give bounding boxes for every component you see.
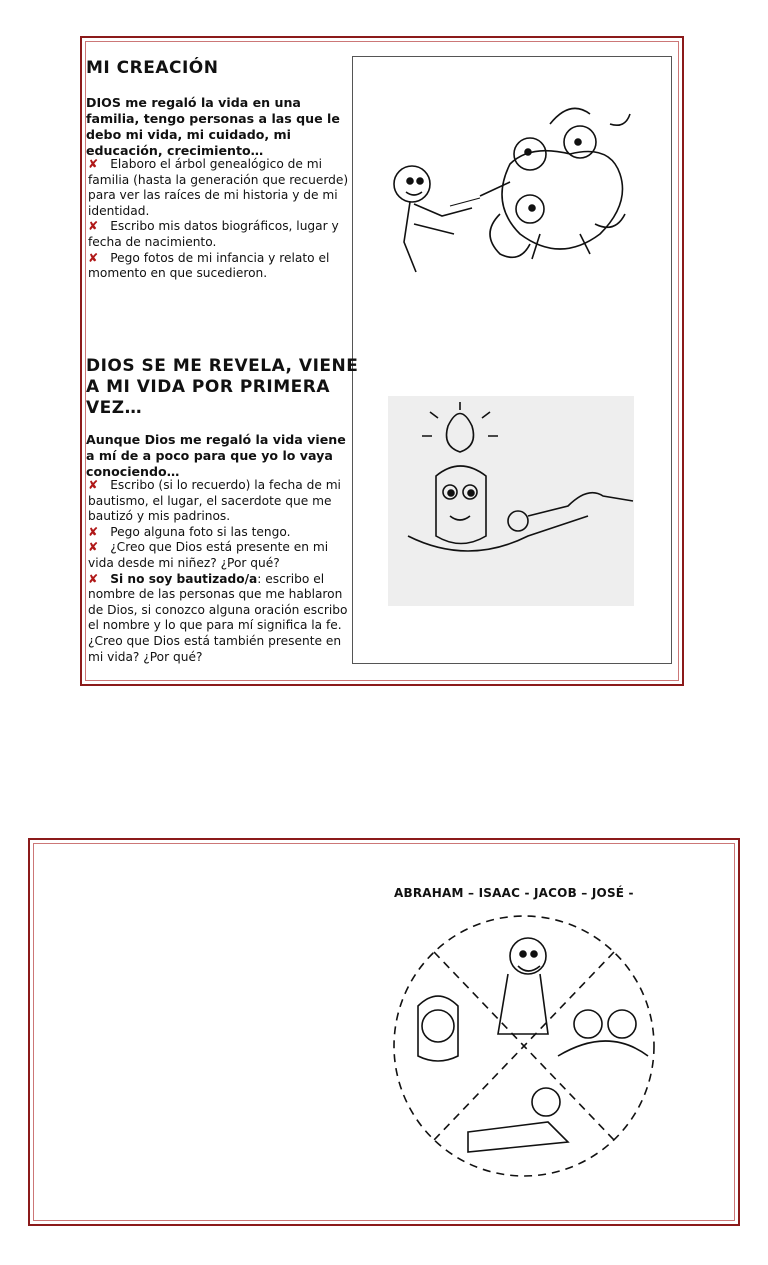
heading-mi-creacion: MI CREACIÓN: [86, 58, 219, 78]
list-item: ✘ Elaboro el árbol genealógico de mi familia (hasta la generación que recuerde) para ver las raíces de mi historia y de mi identidad.: [88, 157, 349, 218]
cross-mark-icon: ✘: [88, 571, 99, 586]
intro-text-2: Aunque Dios me regaló la vida viene a mí de a poco para que yo lo vaya conociendo…: [86, 432, 346, 479]
intro-text-1: DIOS me regaló la vida en una familia, tengo personas a las que le debo mi vida, mi cuidado, mi educación, crecimiento…: [86, 95, 340, 158]
cross-mark-icon: ✘: [88, 524, 99, 539]
cross-mark-icon: ✘: [88, 219, 99, 234]
list-item: ✘ Pego alguna foto si las tengo.: [88, 524, 291, 539]
list-item: ✘ Escribo (si lo recuerdo) la fecha de mi bautismo, el lugar, el sacerdote que me bautizó y mis padrinos.: [88, 478, 341, 524]
patriarch-names: ABRAHAM – ISAAC - JACOB – JOSÉ -: [394, 886, 634, 900]
task-list-1: [88, 157, 350, 282]
candle-illustration: [388, 396, 634, 606]
list-item: ✘ Escribo mis datos biográficos, lugar y fecha de nacimiento.: [88, 219, 339, 249]
cross-mark-icon: ✘: [88, 157, 99, 171]
task-list-2: [88, 478, 350, 665]
list-item: ✘ Pego fotos de mi infancia y relato el momento en que sucedieron.: [88, 250, 330, 281]
list-item: ✘ Si no soy bautizado/a: escribo el nombre de las personas que me hablaron de Dios, si conozco alguna oración escribo el nombre y lo que para mí significa la fe. ¿Creo que Dios está también presente en mi vida? ¿Por qué?: [88, 571, 348, 664]
heading-dios-se-me-revela: DIOS SE ME REVELA, VIENE A MI VIDA POR PRIMERA VEZ…: [86, 356, 359, 418]
cross-mark-icon: ✘: [88, 250, 99, 265]
cross-mark-icon: ✘: [88, 478, 99, 492]
cross-mark-icon: ✘: [88, 540, 99, 555]
patriarchs-wheel-illustration: [378, 906, 670, 1186]
list-item: ✘ ¿Creo que Dios está presente en mi vida desde mi niñez? ¿Por qué?: [88, 540, 329, 570]
creation-illustration: [380, 84, 650, 284]
